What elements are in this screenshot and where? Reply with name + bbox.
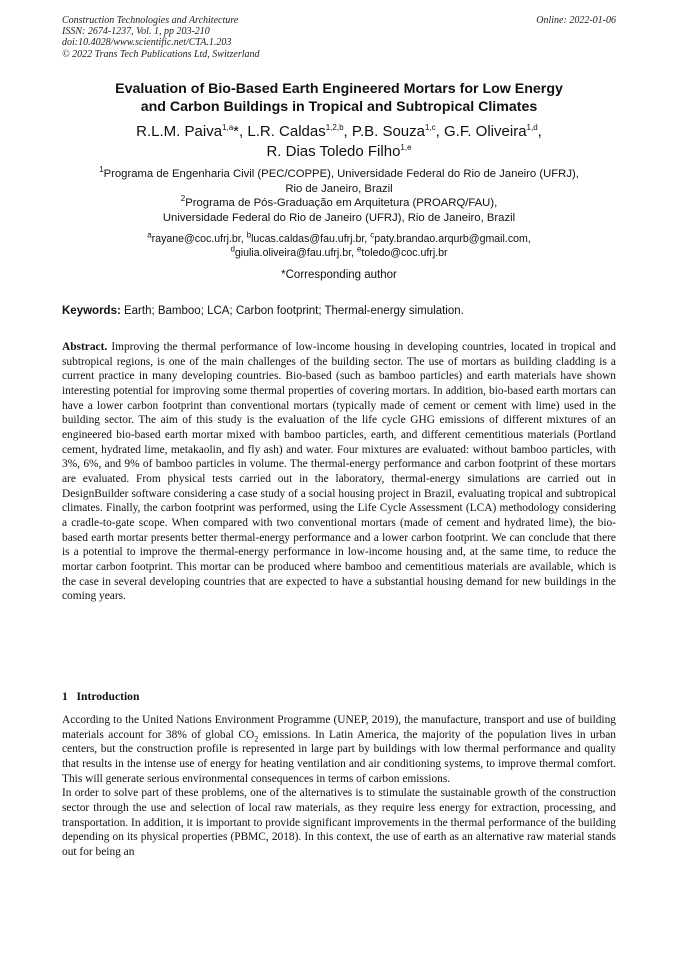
author-affil-sup: 1,d [526,123,538,132]
email-sup: b [246,230,252,240]
author-name: L.R. Caldas [247,123,326,140]
author-name: P.B. Souza [351,123,425,140]
affiliation-1-line-1 [62,167,616,182]
section-title: Introduction [76,690,140,703]
affiliations [62,167,616,225]
author-line-1 [62,122,616,142]
author-name: G.F. Oliveira [444,123,527,140]
affiliation-1-line-2: Rio de Janeiro, Brazil [285,182,393,195]
journal-copyright: © 2022 Trans Tech Publications Ltd, Switzerland [62,48,260,60]
affiliation-2-line-1 [62,196,616,211]
author-name: R. Dias Toledo Filho [266,143,401,160]
paper-title [62,80,616,116]
author-separator: , [343,123,352,140]
introduction-body [62,713,616,860]
journal-header [62,15,616,60]
author-affil-sup: 1,c [425,123,436,132]
abstract [62,340,616,604]
affiliation-2-line-2: Universidade Federal do Rio de Janeiro (UFRJ), Rio de Janeiro, Brazil [162,211,516,224]
affiliation-text: Programa de Engenharia Civil (PEC/COPPE), Universidade Federal do Rio de Janeiro (UFRJ), [103,168,579,180]
affiliation-text: Programa de Pós-Graduação em Arquitetura (PROARQ/FAU), [185,197,498,209]
author-name: R.L.M. Paiva [136,123,223,140]
intro-paragraph-1 [62,713,616,786]
author-emails [62,230,616,260]
email-link[interactable]: giulia.oliveira@fau.ufrj.br [234,246,352,259]
abstract-label: Abstract. [62,341,108,353]
author-separator: , [239,123,248,140]
intro-text: According to the United Nations Environment Programme (UNEP, 2019), the manufacture, transport and use of building materials account for 38% of global CO [62,714,616,741]
co2-subscript: 2 [254,733,259,743]
intro-text: emissions. In Latin America, the majority of the population lives in urban centers, but the construction profile is represented in large part by buildings with low thermal performance and quality that results in the intense use of energy for heating ventilation and air conditioning systems, to improve thermal comfort. This will generate serious environmental consequences in terms of carbon emissions. [62,728,616,785]
author-affil-sup: 1,2,b [325,123,344,132]
email-link[interactable]: toledo@coc.ufrj.br [361,246,448,259]
email-sup: d [230,243,235,253]
title-line-2: and Carbon Buildings in Tropical and Subtropical Climates [140,99,538,115]
author-affil-sup: 1,e [400,143,412,152]
affiliation-sup: 2 [180,194,186,204]
corresponding-mark: * [233,123,240,140]
abstract-text: Improving the thermal performance of low-income housing in developing countries, located in tropical and subtropical regions, is one of the main challenges of the building sector. The use of mortars as building cladding is a current practice in many developing countries. Bio-based (such as bamboo particles) and earth materials have shown interesting potential for improving some thermal properties of covering mortars. In addition, bio-based earth mortars can have a lower carbon footprint than conventional mortars (typically made of cement or cement with lime) used in the building sector. The aim of this study is the evaluation of the life cycle GHG emissions of different mixtures of an engineered bio-based earth mortar mixed with bamboo particles, earth, and different cementitious materials (Portland cement, hydrated lime, metakaolin, and fly ash) and water. Four mixtures are evaluated: without bamboo particles, with 3%, 6%, and 9% of bamboo particles in volume. The thermal-energy performance and carbon footprint of these mortars are evaluated. From physical tests carried out in the laboratory, thermal-energy simulations are carried out in DesignBuilder software considering a case study of a social housing project in Brazil, evaluating tropical and subtropical climates. Finally, the carbon footprint was performed, using the Life Cycle Assessment (LCA) methodology considering a cradle-to-gate scope. When compared with two conventional mortars (made of cement and hydrated lime), the bio-based earth mortar presents better thermal-energy performance and a lower carbon footprint. We can conclude that there is a potential to improve the thermal-energy performance in low-income housing and, at the same time, to reduce the mortar carbon footprint. This mortar can be produced where bamboo and cementitious materials are available, which is the case in several developing countries that are expected to have a substantial housing demand for new buildings in the coming years. [62,341,616,603]
section-number: 1 [62,690,68,703]
journal-issn: ISSN: 2674-1237, Vol. 1, pp 203-210 [62,26,210,38]
email-sup: c [370,230,375,240]
email-link[interactable]: lucas.caldas@fau.ufrj.br [251,233,365,245]
keywords [62,304,616,318]
author-list [62,122,616,162]
keywords-text: Earth; Bamboo; LCA; Carbon footprint; Thermal-energy simulation. [120,305,464,317]
email-line-1: $^a$rayane@coc.ufrj.br, $^b$lucas.caldas@fau.ufrj.br, $^c$paty.brandao.arqurb@gmail.com, [147,230,531,245]
email-sup: e [356,243,362,253]
author-line-2 [62,142,616,162]
section-heading [62,690,616,704]
keywords-label: Keywords: [62,305,121,317]
corresponding-author: *Corresponding author [281,269,397,281]
email-link[interactable]: paty.brandao.arqurb@gmail.com [374,233,528,245]
online-date: Online: 2022-01-06 [536,15,616,26]
email-link[interactable]: rayane@coc.ufrj.br [151,233,241,245]
author-separator: , [537,123,542,140]
email-line-2: $^d$giulia.oliveira@fau.ufrj.br, $^e$toledo@coc.ufrj.br [230,243,448,259]
intro-paragraph-2: In order to solve part of these problems, one of the alternatives is to stimulate the sustainable growth of the construction sector through the use and selection of local raw materials, as they require less energy for extraction, processing, and transportation. In addition, it is important to provide significant improvements in the thermal performance of the building depending on its physical properties (PBMC, 2018). In this context, the use of earth as an alternative raw material stands out for being an [62,787,616,858]
affiliation-sup: 1 [99,165,104,175]
author-separator: , [435,123,445,140]
email-sup: a [147,230,152,240]
author-affil-sup: 1,a [222,123,234,132]
journal-name: Construction Technologies and Architecture [62,15,239,26]
title-line-1: Evaluation of Bio-Based Earth Engineered Mortars for Low Energy [115,81,563,97]
journal-doi: doi:10.4028/www.scientific.net/CTA.1.203 [62,37,232,49]
